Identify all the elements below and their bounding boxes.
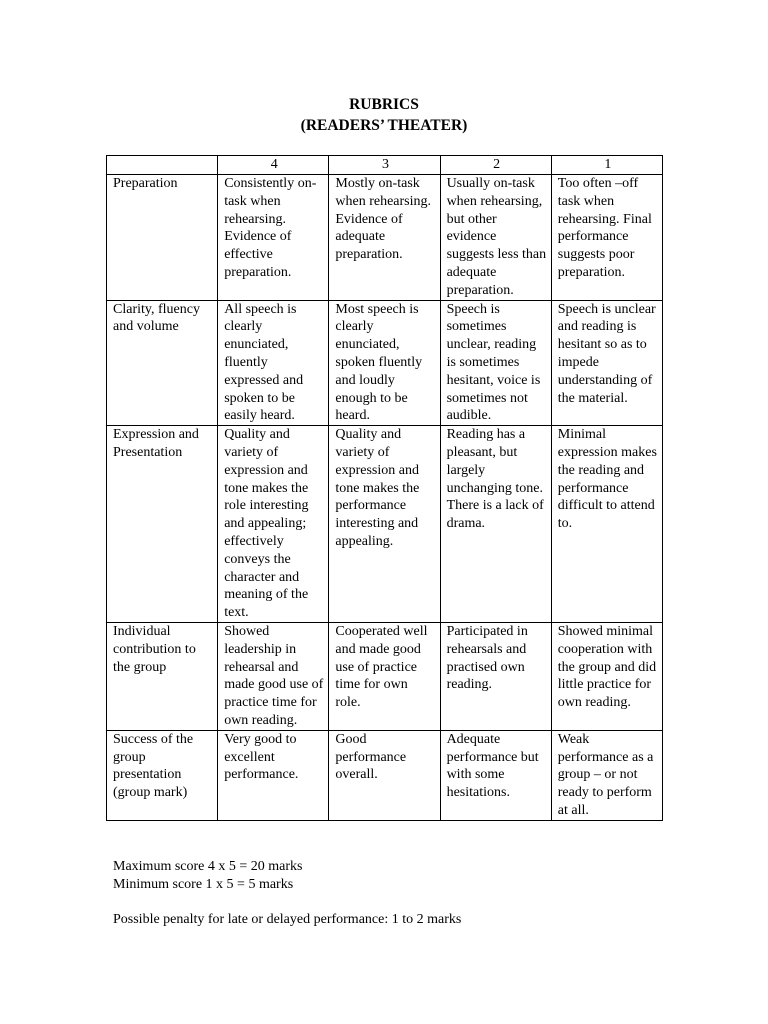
min-score-text: Minimum score 1 x 5 = 5 marks [113, 876, 294, 892]
header-row [107, 156, 663, 175]
document-title [0, 94, 768, 136]
descriptor-cell: Weak performance as a group – or not ready to perform at all. [551, 730, 662, 820]
criterion-cell: Preparation [107, 175, 218, 301]
descriptor-cell: Adequate performance but with some hesitations. [440, 730, 551, 820]
title-line-2: (READERS’ THEATER) [300, 117, 468, 134]
spacer [113, 894, 461, 912]
descriptor-cell: Quality and variety of expression and tone makes the performance interesting and appealing. [329, 426, 440, 623]
descriptor-cell: Quality and variety of expression and tone makes the role interesting and appealing; effectively conveys the character and meaning of the text. [218, 426, 329, 623]
criterion-cell: Success of the group presentation (group mark) [107, 730, 218, 820]
table-row [107, 622, 663, 730]
header-score-2: 2 [440, 156, 551, 175]
rubric-table [106, 155, 663, 821]
descriptor-cell: Speech is sometimes unclear, reading is sometimes hesitant, voice is sometimes not audible. [440, 300, 551, 426]
descriptor-cell: Consistently on-task when rehearsing. Evidence of effective preparation. [218, 175, 329, 301]
descriptor-cell: Very good to excellent performance. [218, 730, 329, 820]
descriptor-cell: All speech is clearly enunciated, fluently expressed and spoken to be easily heard. [218, 300, 329, 426]
descriptor-cell: Usually on-task when rehearsing, but other evidence suggests less than adequate preparation. [440, 175, 551, 301]
header-score-3: 3 [329, 156, 440, 175]
criterion-cell: Expression and Presentation [107, 426, 218, 623]
criterion-cell: Individual contribution to the group [107, 622, 218, 730]
penalty-text: Possible penalty for late or delayed performance: 1 to 2 marks [113, 912, 462, 928]
score-notes [113, 858, 461, 929]
descriptor-cell: Good performance overall. [329, 730, 440, 820]
table-row [107, 300, 663, 426]
title-line-1: RUBRICS [349, 96, 419, 113]
max-score-text: Maximum score 4 x 5 = 20 marks [113, 859, 303, 874]
descriptor-cell: Speech is unclear and reading is hesitant so as to impede understanding of the material. [551, 300, 662, 426]
table-row [107, 426, 663, 623]
header-score-1: 1 [551, 156, 662, 175]
header-score-4: 4 [218, 156, 329, 175]
descriptor-cell: Cooperated well and made good use of practice time for own role. [329, 622, 440, 730]
descriptor-cell: Too often –off task when rehearsing. Final performance suggests poor preparation. [551, 175, 662, 301]
header-criterion [107, 156, 218, 175]
descriptor-cell: Minimal expression makes the reading and performance difficult to attend to. [551, 426, 662, 623]
table-row [107, 730, 663, 820]
descriptor-cell: Showed leadership in rehearsal and made good use of practice time for own reading. [218, 622, 329, 730]
descriptor-cell: Mostly on-task when rehearsing. Evidence of adequate preparation. [329, 175, 440, 301]
criterion-cell: Clarity, fluency and volume [107, 300, 218, 426]
descriptor-cell: Most speech is clearly enunciated, spoken fluently and loudly enough to be heard. [329, 300, 440, 426]
table-row [107, 175, 663, 301]
descriptor-cell: Showed minimal cooperation with the group and did little practice for own reading. [551, 622, 662, 730]
descriptor-cell: Participated in rehearsals and practised own reading. [440, 622, 551, 730]
descriptor-cell: Reading has a pleasant, but largely unchanging tone. There is a lack of drama. [440, 426, 551, 623]
